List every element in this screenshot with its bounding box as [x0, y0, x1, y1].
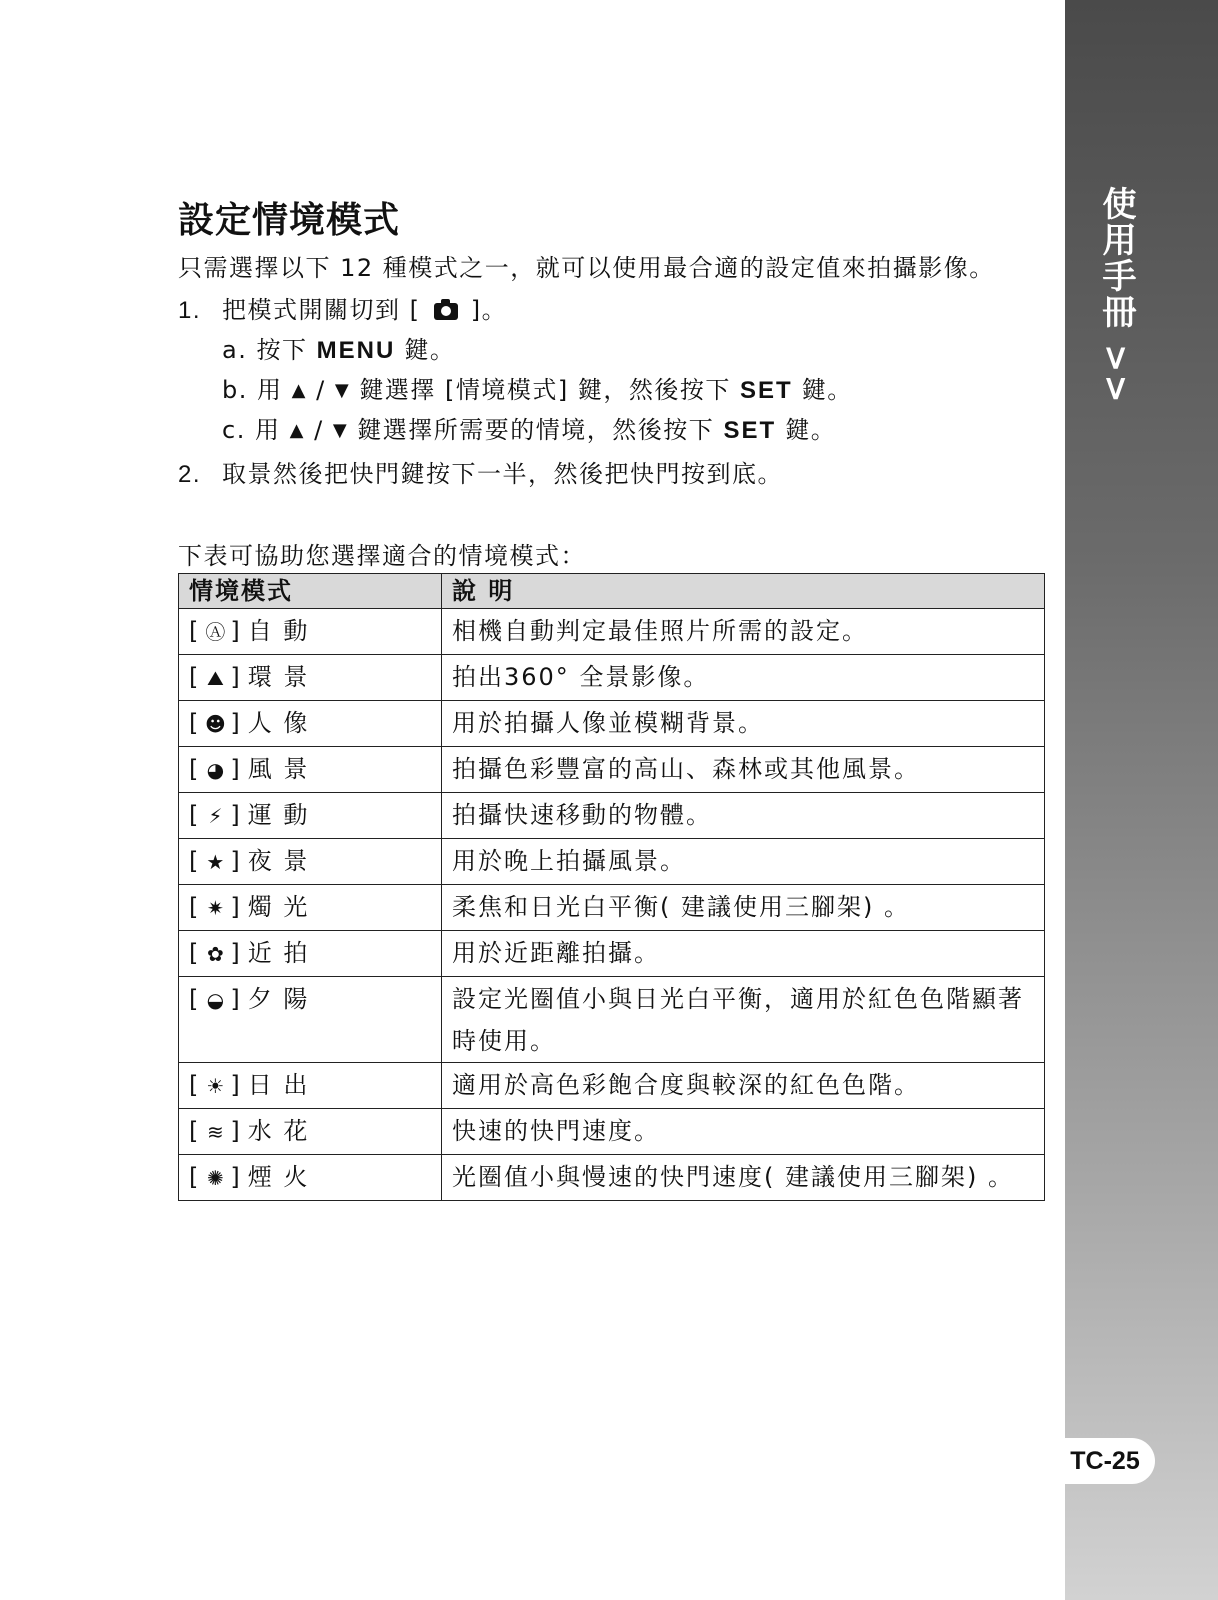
- sport-icon: ⚡: [208, 804, 223, 828]
- step-text: c. 用: [222, 416, 281, 444]
- step-text-end: ]。: [470, 296, 508, 324]
- up-arrow-icon: ▲: [289, 420, 305, 441]
- scene-mode-cell: [ ≋ ] 水 花: [179, 1109, 442, 1155]
- scene-mode-name: 燭 光: [247, 893, 310, 921]
- scene-mode-name: 運 動: [247, 801, 310, 829]
- step-text: 鍵選擇所需要的情境，然後按下: [357, 416, 715, 444]
- scene-mode-cell: [ ★ ] 夜 景: [179, 839, 442, 885]
- splash-icon: ≋: [206, 1120, 224, 1144]
- panorama-icon: ⛰: [206, 666, 224, 690]
- step-text: 鍵選擇 [情境模式] 鍵，然後按下: [359, 376, 731, 404]
- step-1b: [222, 370, 853, 405]
- scene-mode-description: 拍出360° 全景影像。: [442, 655, 1045, 701]
- slash: /: [316, 376, 326, 404]
- up-arrow-icon: ▲: [291, 380, 307, 401]
- table-caption: 下表可協助您選擇適合的情境模式：: [178, 542, 586, 570]
- down-arrow-icon: ▼: [332, 420, 349, 441]
- step-text: 取景然後把快門鍵按下一半，然後把快門按到底。: [222, 460, 783, 488]
- step-2: [178, 454, 783, 489]
- scene-mode-description: 拍攝色彩豐富的高山、森林或其他風景。: [442, 747, 1045, 793]
- intro-text: 只需選擇以下 12 種模式之一，就可以使用最合適的設定值來拍攝影像。: [178, 254, 995, 282]
- step-1: [178, 290, 507, 325]
- scene-mode-name: 人 像: [247, 709, 310, 737]
- portrait-icon: ☻: [204, 712, 226, 736]
- step-number: 2.: [178, 461, 202, 488]
- page-title: 設定情境模式: [178, 200, 401, 241]
- step-text: 把模式開關切到 [: [222, 296, 421, 324]
- scene-mode-description: 用於近距離拍攝。: [442, 931, 1045, 977]
- scene-mode-name: 煙 火: [247, 1163, 310, 1191]
- scene-mode-cell: [ ⛰ ] 環 景: [179, 655, 442, 701]
- scene-mode-name: 夜 景: [247, 847, 310, 875]
- table-row: [179, 1155, 1045, 1201]
- scene-mode-name: 水 花: [247, 1117, 310, 1145]
- step-text: a. 按下: [222, 336, 308, 364]
- scene-mode-description: 柔焦和日光白平衡( 建議使用三腳架) 。: [442, 885, 1045, 931]
- table-row: [179, 793, 1045, 839]
- scene-mode-description: 用於晚上拍攝風景。: [442, 839, 1045, 885]
- scene-mode-name: 日 出: [247, 1071, 310, 1099]
- landscape-icon: ◕: [206, 758, 225, 782]
- step-text: b. 用: [222, 376, 283, 404]
- table-header-row: [179, 574, 1045, 609]
- fireworks-icon: ✺: [206, 1166, 224, 1190]
- macro-icon: ✿: [206, 942, 224, 966]
- scene-mode-cell: [ Ⓐ ] 自 動: [179, 609, 442, 655]
- page-number: TC-25: [1055, 1438, 1155, 1484]
- side-tab-title: 使用手冊 >>: [1096, 186, 1136, 405]
- sunset-icon: ◒: [206, 988, 225, 1012]
- scene-mode-name: 近 拍: [247, 939, 310, 967]
- table-row: [179, 609, 1045, 655]
- scene-mode-cell: [ ✷ ] 燭 光: [179, 885, 442, 931]
- step-text: 鍵。: [785, 416, 837, 444]
- scene-mode-description: 快速的快門速度。: [442, 1109, 1045, 1155]
- scene-mode-cell: [ ⚡ ] 運 動: [179, 793, 442, 839]
- scene-mode-name: 自 動: [247, 617, 310, 645]
- scene-mode-cell: [ ✺ ] 煙 火: [179, 1155, 442, 1201]
- scene-mode-description: 相機自動判定最佳照片所需的設定。: [442, 609, 1045, 655]
- scene-mode-name: 夕 陽: [247, 985, 310, 1013]
- table-row: [179, 931, 1045, 977]
- down-arrow-icon: ▼: [334, 380, 351, 401]
- table-row: [179, 1109, 1045, 1155]
- camera-icon: [434, 303, 458, 320]
- scene-mode-description: 適用於高色彩飽合度與較深的紅色色階。: [442, 1063, 1045, 1109]
- table-row: [179, 655, 1045, 701]
- step-text: 鍵。: [801, 376, 853, 404]
- set-key-label: SET: [739, 377, 793, 404]
- scene-mode-name: 環 景: [247, 663, 310, 691]
- sunrise-icon: ☀: [206, 1074, 225, 1098]
- step-text: 鍵。: [404, 336, 456, 364]
- step-1c: [222, 410, 836, 445]
- scene-mode-description: 拍攝快速移動的物體。: [442, 793, 1045, 839]
- column-header-description: 說 明: [442, 574, 1045, 609]
- set-key-label: SET: [723, 417, 777, 444]
- scene-mode-cell: [ ☀ ] 日 出: [179, 1063, 442, 1109]
- menu-key-label: MENU: [316, 337, 396, 364]
- scene-mode-cell: [ ◒ ] 夕 陽: [179, 977, 442, 1063]
- table-row: [179, 747, 1045, 793]
- scene-mode-name: 風 景: [247, 755, 310, 783]
- scene-mode-table: [178, 573, 1045, 1201]
- table-row: [179, 1063, 1045, 1109]
- side-tab: [1065, 0, 1218, 1600]
- scene-mode-cell: [ ☻ ] 人 像: [179, 701, 442, 747]
- scene-mode-cell: [ ◕ ] 風 景: [179, 747, 442, 793]
- scene-mode-description: 光圈值小與慢速的快門速度( 建議使用三腳架) 。: [442, 1155, 1045, 1201]
- step-number: 1.: [178, 297, 202, 324]
- table-row: [179, 701, 1045, 747]
- candlelight-icon: ✷: [206, 896, 224, 920]
- night-scene-icon: ★: [206, 850, 225, 874]
- table-row: [179, 977, 1045, 1063]
- slash: /: [314, 416, 324, 444]
- scene-mode-cell: [ ✿ ] 近 拍: [179, 931, 442, 977]
- table-row: [179, 839, 1045, 885]
- step-1a: [222, 330, 455, 365]
- column-header-mode: 情境模式: [179, 574, 442, 609]
- auto-icon: Ⓐ: [205, 620, 226, 644]
- table-row: [179, 885, 1045, 931]
- scene-mode-description: 設定光圈值小與日光白平衡，適用於紅色色階顯著時使用。: [442, 977, 1045, 1063]
- scene-mode-description: 用於拍攝人像並模糊背景。: [442, 701, 1045, 747]
